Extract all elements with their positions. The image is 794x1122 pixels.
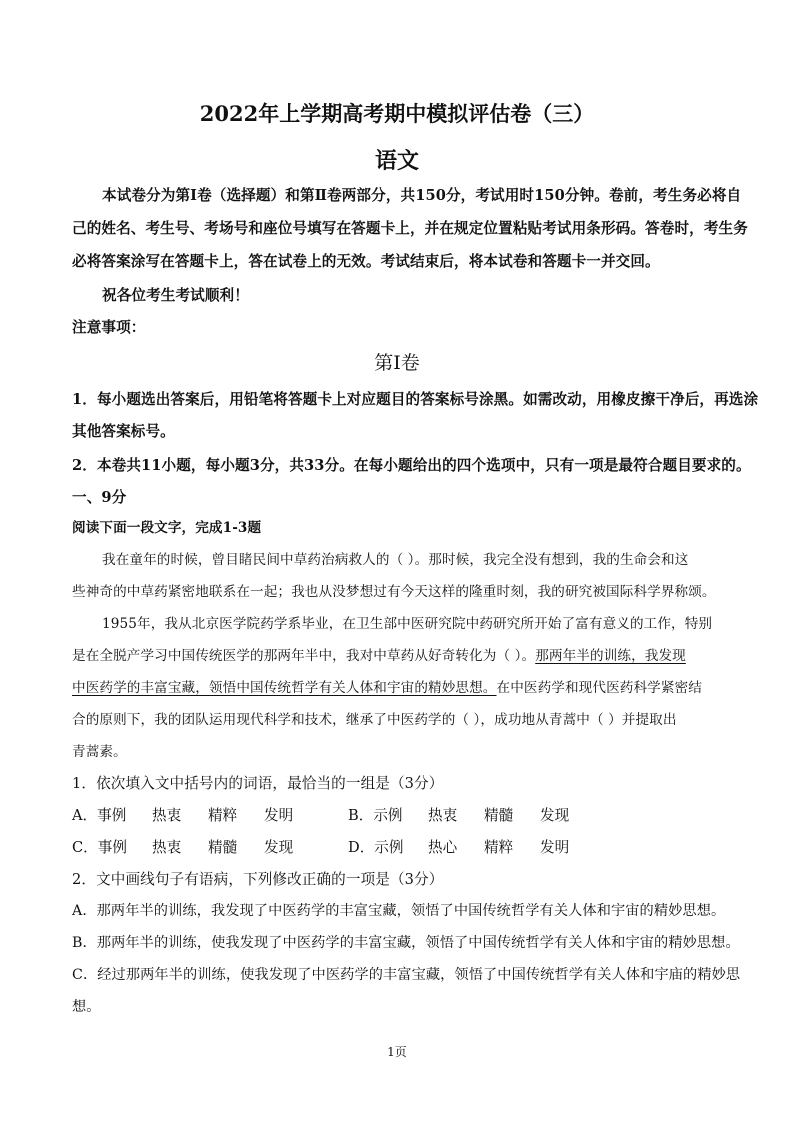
q1-option-b-word1: 热衷 [428, 807, 458, 824]
q1-option-d-word2: 精粹 [484, 839, 514, 856]
q2-option-a[interactable]: A．那两年半的训练，我发现了中医药学的丰富宝藏，领悟了中国传统哲学有关人体和宇宙的精妙思想。 [72, 903, 726, 919]
q1-option-c[interactable] [72, 836, 293, 857]
passage-p1b: 些神奇的中草药紧密地联系在一起；我也从没梦想过有今天这样的隆重时刻，我的研究被国际科学界称颂。 [72, 584, 716, 600]
q2-option-c[interactable]: C．经过那两年半的训练，使我发现了中医药学的丰富宝藏，领悟了中国传统哲学有关人体和宇庙的精妙思 [72, 967, 741, 983]
rule-2: 2．本卷共11小题，每小题3分，共33分。在每小题给出的四个选项中，只有一项是最符合题目要求的。 [72, 457, 751, 474]
q1-option-d-label: D．示例 [348, 839, 404, 856]
q1-option-c-label: C．事例 [72, 839, 127, 856]
part-heading: 一、9分 [72, 489, 127, 506]
passage-p2c [72, 676, 702, 696]
q1-option-a-word3: 发明 [264, 807, 294, 824]
intro-line-1: 本试卷分为第Ⅰ卷（选择题）和第Ⅱ卷两部分，共150分，考试用时150分钟。卷前，考生务必将自 [102, 187, 742, 204]
rule-1b: 其他答案标号。 [72, 423, 175, 440]
exam-title: 2022年上学期高考期中模拟评估卷（三） [199, 101, 595, 126]
q1-option-b[interactable] [348, 804, 569, 825]
section-title: 第Ⅰ卷 [374, 352, 420, 374]
q1-option-a[interactable] [72, 804, 293, 825]
intro-line-2: 己的姓名、考生号、考场号和座位号填写在答题卡上，并在规定位置粘贴考试用条形码。答卷时，考生务 [72, 220, 748, 237]
q2-option-c-cont: 想。 [72, 999, 101, 1015]
q1-option-b-label: B．示例 [348, 807, 403, 824]
notice-heading: 注意事项： [72, 319, 146, 336]
q1-option-c-word2: 精髓 [208, 839, 238, 856]
q1-stem: 1．依次填入文中括号内的词语，最恰当的一组是（3分） [72, 775, 444, 792]
q1-option-c-word3: 发现 [264, 839, 294, 856]
passage-p2c-text: 在中医药学和现代医药科学紧密结 [496, 680, 702, 696]
underlined-sentence-part1: 那两年半的训练，我发现 [535, 648, 686, 664]
page-number: 1页 [387, 1045, 407, 1059]
underlined-sentence-part2: 中医药学的丰富宝藏，领悟中国传统哲学有关人体和宇宙的精妙思想。 [72, 680, 497, 696]
q1-option-b-word2: 精髓 [484, 807, 514, 824]
q1-option-b-word3: 发现 [540, 807, 570, 824]
intro-line-3: 必将答案涂写在答题卡上，答在试卷上的无效。考试结束后，将本试卷和答题卡一并交回。 [72, 253, 660, 270]
q2-stem: 2．文中画线句子有语病，下列修改正确的一项是（3分） [72, 871, 444, 888]
q2-option-b[interactable]: B．那两年半的训练，使我发现了中医药学的丰富宝藏，领悟了中国传统哲学有关人体和宇宙的精妙思想。 [72, 935, 740, 951]
q1-option-d-word3: 发明 [540, 839, 570, 856]
passage-p1a: 我在童年的时候，曾目睹民间中草药治病救人的（ ）。那时候，我完全没有想到，我的生命会和这 [102, 552, 689, 568]
q1-option-a-word1: 热衷 [152, 807, 182, 824]
q1-option-d[interactable] [348, 836, 569, 857]
q1-option-c-word1: 热衷 [152, 839, 182, 856]
q1-option-a-word2: 精粹 [208, 807, 238, 824]
subject-title: 语文 [374, 148, 419, 174]
passage-p2a: 1955年，我从北京医学院药学系毕业，在卫生部中医研究院中药研究所开始了富有意义的工作，特别 [102, 616, 713, 632]
wish-text: 祝各位考生考试顺利！ [102, 287, 249, 304]
q1-option-a-label: A．事例 [72, 807, 127, 824]
passage-p2e: 青蒿素。 [72, 744, 127, 760]
q1-option-d-word1: 热心 [428, 839, 458, 856]
reading-instruction: 阅读下面一段文字，完成1-3题 [72, 520, 262, 536]
rule-1a: 1．每小题选出答案后，用铅笔将答题卡上对应题目的答案标号涂黑。如需改动，用橡皮擦干净后，再选涂 [72, 391, 759, 408]
passage-p2b-text: 是在全脱产学习中国传统医学的那两年半中，我对中草药从好奇转化为（ ）。 [72, 648, 536, 664]
passage-p2b [72, 644, 686, 664]
passage-p2d: 合的原则下，我的团队运用现代科学和技术，继承了中医药学的（ ），成功地从青蒿中（ ）并提取出 [72, 712, 677, 728]
